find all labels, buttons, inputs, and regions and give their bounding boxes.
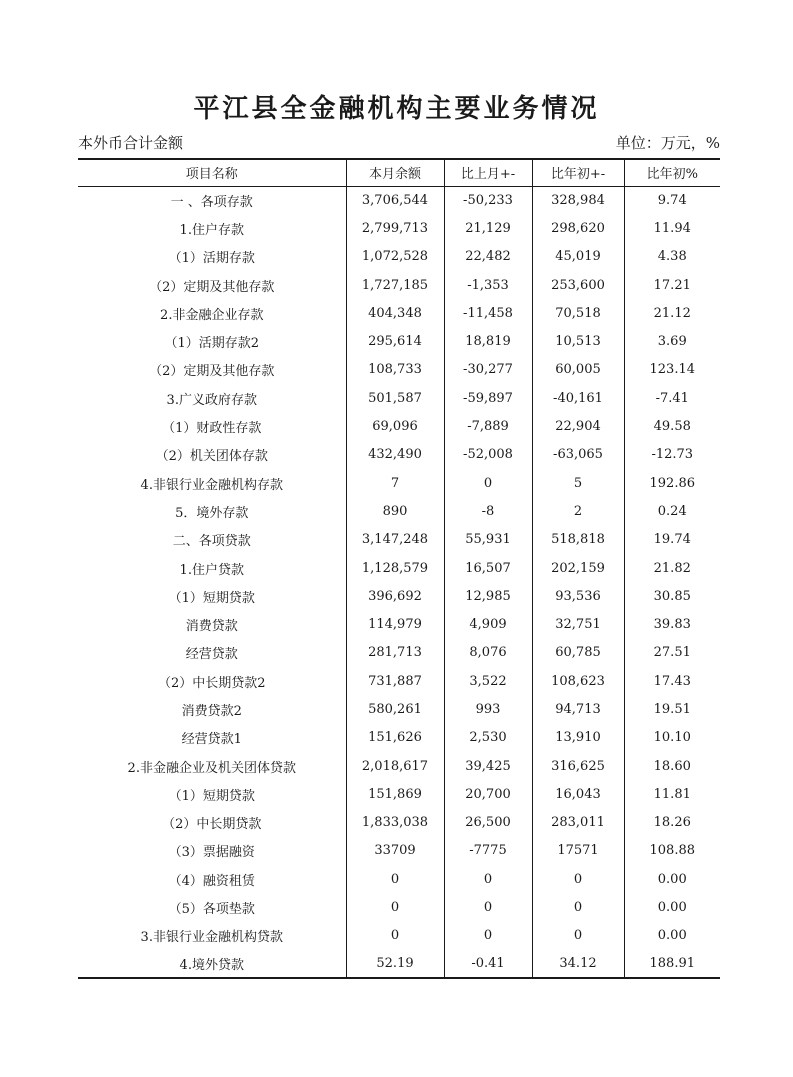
vs-year-start-pct-cell: 4.38	[624, 243, 720, 271]
currency-scope-label: 本外币合计金额	[78, 134, 184, 152]
vs-year-start-cell: 0	[532, 893, 624, 921]
vs-year-start-cell: 0	[532, 922, 624, 950]
month-balance-cell: 151,626	[346, 724, 444, 752]
vs-last-month-cell: -7775	[444, 837, 532, 865]
month-balance-cell: 2,018,617	[346, 752, 444, 780]
vs-year-start-cell: -63,065	[532, 441, 624, 469]
vs-year-start-cell: -40,161	[532, 384, 624, 412]
vs-year-start-cell: 316,625	[532, 752, 624, 780]
table-row	[78, 809, 720, 837]
item-name-cell: 4.非银行业金融机构存款	[140, 477, 283, 493]
table-row	[78, 356, 720, 384]
vs-last-month-cell: 39,425	[444, 752, 532, 780]
vs-year-start-cell: 2	[532, 497, 624, 525]
item-name-cell: 1.住户存款	[179, 222, 244, 238]
month-balance-cell: 281,713	[346, 639, 444, 667]
table-row	[78, 582, 720, 610]
subheader	[78, 132, 720, 154]
table-row	[78, 922, 720, 950]
vs-year-start-cell: 94,713	[532, 695, 624, 723]
item-name-cell: （2）机关团体存款	[155, 449, 268, 465]
vs-last-month-cell: 12,985	[444, 582, 532, 610]
item-name-cell: （1）财政性存款	[162, 421, 262, 437]
item-name-cell: （2）定期及其他存款	[149, 364, 275, 380]
vs-year-start-pct-cell: 10.10	[624, 724, 720, 752]
vs-last-month-cell: -50,233	[444, 186, 532, 214]
vs-year-start-pct-cell: 49.58	[624, 412, 720, 440]
vs-last-month-cell: 16,507	[444, 554, 532, 582]
month-balance-cell: 52.19	[346, 950, 444, 978]
item-name-cell: （1）活期存款2	[164, 336, 260, 352]
vs-last-month-cell: 22,482	[444, 243, 532, 271]
vs-last-month-cell: -11,458	[444, 299, 532, 327]
table-row	[78, 639, 720, 667]
vs-year-start-pct-cell: 21.12	[624, 299, 720, 327]
month-balance-cell: 295,614	[346, 327, 444, 355]
vs-last-month-cell: 18,819	[444, 327, 532, 355]
vs-year-start-pct-cell: 39.83	[624, 610, 720, 638]
vs-year-start-cell: 328,984	[532, 186, 624, 214]
table-row	[78, 695, 720, 723]
vs-last-month-cell: -52,008	[444, 441, 532, 469]
vs-year-start-pct-cell: 30.85	[624, 582, 720, 610]
table-row	[78, 469, 720, 497]
table-row	[78, 497, 720, 525]
table-row	[78, 186, 720, 214]
item-name-cell: 3.非银行业金融机构贷款	[140, 930, 283, 946]
table-row	[78, 554, 720, 582]
item-name-cell: 4.境外贷款	[78, 950, 346, 978]
item-name-cell: 二、各项贷款	[172, 534, 251, 550]
month-balance-cell: 432,490	[346, 441, 444, 469]
vs-year-start-pct-cell: 11.81	[624, 780, 720, 808]
month-balance-cell: 396,692	[346, 582, 444, 610]
vs-last-month-cell: 3,522	[444, 667, 532, 695]
table-row	[78, 412, 720, 440]
item-name-cell: （4）融资租赁	[168, 873, 255, 889]
month-balance-cell: 501,587	[346, 384, 444, 412]
month-balance-cell: 1,072,528	[346, 243, 444, 271]
vs-year-start-pct-cell: -7.41	[624, 384, 720, 412]
vs-year-start-cell: 298,620	[532, 214, 624, 242]
item-name-cell: 消费贷款	[185, 619, 238, 635]
vs-last-month-cell: 993	[444, 695, 532, 723]
header-month-balance: 本月余额	[346, 159, 444, 186]
unit-label: 单位：万元，%	[615, 134, 720, 152]
item-name-cell: 一 、各项存款	[170, 194, 253, 210]
table-row	[78, 526, 720, 554]
item-name-cell: （1）活期存款	[168, 251, 255, 267]
month-balance-cell: 69,096	[346, 412, 444, 440]
table-row	[78, 441, 720, 469]
table-row	[78, 271, 720, 299]
vs-year-start-cell: 0	[532, 865, 624, 893]
vs-year-start-cell: 5	[532, 469, 624, 497]
item-name-cell: 2.非金融企业及机关团体贷款	[127, 760, 296, 776]
table-row	[78, 299, 720, 327]
table-row	[78, 724, 720, 752]
month-balance-cell: 1,833,038	[346, 809, 444, 837]
header-item-name: 项目名称	[78, 159, 346, 186]
vs-last-month-cell: 55,931	[444, 526, 532, 554]
item-name-cell: （3）票据融资	[168, 845, 255, 861]
vs-last-month-cell: -7,889	[444, 412, 532, 440]
vs-year-start-pct-cell: 9.74	[624, 186, 720, 214]
vs-year-start-cell: 32,751	[532, 610, 624, 638]
table-row	[78, 865, 720, 893]
vs-year-start-cell: 10,513	[532, 327, 624, 355]
vs-year-start-pct-cell: -12.73	[624, 441, 720, 469]
month-balance-cell: 731,887	[346, 667, 444, 695]
table-row	[78, 610, 720, 638]
table-row	[78, 243, 720, 271]
vs-last-month-cell: -8	[444, 497, 532, 525]
month-balance-cell: 151,869	[346, 780, 444, 808]
item-name-cell: （1）短期贷款	[168, 590, 255, 606]
vs-year-start-pct-cell: 0.24	[624, 497, 720, 525]
vs-year-start-pct-cell: 27.51	[624, 639, 720, 667]
vs-year-start-cell: 108,623	[532, 667, 624, 695]
item-name-cell: 2.非金融企业存款	[160, 307, 264, 323]
vs-year-start-pct-cell: 0.00	[624, 922, 720, 950]
table-row	[78, 893, 720, 921]
vs-year-start-cell: 202,159	[532, 554, 624, 582]
page-title: 平江县全金融机构主要业务情况	[193, 94, 600, 124]
vs-last-month-cell: 0	[444, 865, 532, 893]
item-name-cell: （2）定期及其他存款	[149, 279, 275, 295]
vs-year-start-pct-cell: 108.88	[624, 837, 720, 865]
vs-last-month-cell: 0	[444, 893, 532, 921]
item-name-cell: 经营贷款	[185, 647, 238, 663]
vs-year-start-pct-cell: 21.82	[624, 554, 720, 582]
table-row	[78, 780, 720, 808]
vs-year-start-cell: 253,600	[532, 271, 624, 299]
vs-year-start-pct-cell: 19.51	[624, 695, 720, 723]
item-name-cell: 5．境外存款	[175, 505, 249, 521]
vs-year-start-pct-cell: 0.00	[624, 865, 720, 893]
vs-year-start-pct-cell: 188.91	[624, 950, 720, 978]
vs-last-month-cell: 4,909	[444, 610, 532, 638]
vs-year-start-cell: 13,910	[532, 724, 624, 752]
vs-year-start-cell: 34.12	[532, 950, 624, 978]
month-balance-cell: 890	[346, 497, 444, 525]
table-header-row	[78, 159, 720, 186]
table-body	[78, 186, 720, 978]
vs-last-month-cell: 8,076	[444, 639, 532, 667]
item-name-cell: （2）中长期贷款	[162, 817, 262, 833]
month-balance-cell: 0	[346, 893, 444, 921]
header-vs-last-month: 比上月+-	[444, 159, 532, 186]
month-balance-cell: 1,128,579	[346, 554, 444, 582]
month-balance-cell: 1,727,185	[346, 271, 444, 299]
month-balance-cell: 114,979	[346, 610, 444, 638]
item-name-cell: （5）各项垫款	[168, 902, 255, 918]
header-vs-year-start: 比年初+-	[532, 159, 624, 186]
vs-last-month-cell: 21,129	[444, 214, 532, 242]
vs-year-start-pct-cell: 18.26	[624, 809, 720, 837]
month-balance-cell: 108,733	[346, 356, 444, 384]
month-balance-cell: 0	[346, 865, 444, 893]
vs-year-start-cell: 22,904	[532, 412, 624, 440]
vs-year-start-cell: 16,043	[532, 780, 624, 808]
vs-year-start-cell: 70,518	[532, 299, 624, 327]
vs-year-start-pct-cell: 123.14	[624, 356, 720, 384]
month-balance-cell: 580,261	[346, 695, 444, 723]
month-balance-cell: 2,799,713	[346, 214, 444, 242]
vs-last-month-cell: 26,500	[444, 809, 532, 837]
vs-year-start-pct-cell: 17.21	[624, 271, 720, 299]
vs-year-start-pct-cell: 18.60	[624, 752, 720, 780]
item-name-cell: 3.广义政府存款	[166, 392, 257, 408]
month-balance-cell: 3,706,544	[346, 186, 444, 214]
table-row	[78, 752, 720, 780]
item-name-cell: 经营贷款1	[181, 732, 242, 748]
item-name-cell: 1.住户贷款	[179, 562, 244, 578]
vs-year-start-cell: 93,536	[532, 582, 624, 610]
vs-year-start-cell: 45,019	[532, 243, 624, 271]
item-name-cell: 消费贷款2	[181, 703, 242, 719]
vs-last-month-cell: -30,277	[444, 356, 532, 384]
vs-year-start-pct-cell: 192.86	[624, 469, 720, 497]
business-table	[78, 158, 720, 979]
vs-year-start-pct-cell: 3.69	[624, 327, 720, 355]
vs-last-month-cell: 2,530	[444, 724, 532, 752]
vs-year-start-cell: 283,011	[532, 809, 624, 837]
vs-year-start-cell: 17571	[532, 837, 624, 865]
month-balance-cell: 404,348	[346, 299, 444, 327]
month-balance-cell: 33709	[346, 837, 444, 865]
month-balance-cell: 7	[346, 469, 444, 497]
header-vs-year-start-pct: 比年初%	[624, 159, 720, 186]
vs-year-start-cell: 60,005	[532, 356, 624, 384]
item-name-cell: （1）短期贷款	[168, 788, 255, 804]
month-balance-cell: 0	[346, 922, 444, 950]
table-row	[78, 214, 720, 242]
vs-year-start-pct-cell: 19.74	[624, 526, 720, 554]
vs-last-month-cell: 20,700	[444, 780, 532, 808]
table-row	[78, 327, 720, 355]
table-row	[78, 384, 720, 412]
table-row	[78, 667, 720, 695]
vs-last-month-cell: 0	[444, 922, 532, 950]
table-row	[78, 950, 720, 978]
table-row	[78, 837, 720, 865]
vs-year-start-pct-cell: 11.94	[624, 214, 720, 242]
vs-year-start-pct-cell: 17.43	[624, 667, 720, 695]
vs-last-month-cell: -59,897	[444, 384, 532, 412]
item-name-cell: （2）中长期贷款2	[157, 675, 266, 691]
vs-last-month-cell: 0	[444, 469, 532, 497]
vs-year-start-cell: 60,785	[532, 639, 624, 667]
month-balance-cell: 3,147,248	[346, 526, 444, 554]
vs-year-start-pct-cell: 0.00	[624, 893, 720, 921]
vs-last-month-cell: -0.41	[444, 950, 532, 978]
vs-last-month-cell: -1,353	[444, 271, 532, 299]
vs-year-start-cell: 518,818	[532, 526, 624, 554]
